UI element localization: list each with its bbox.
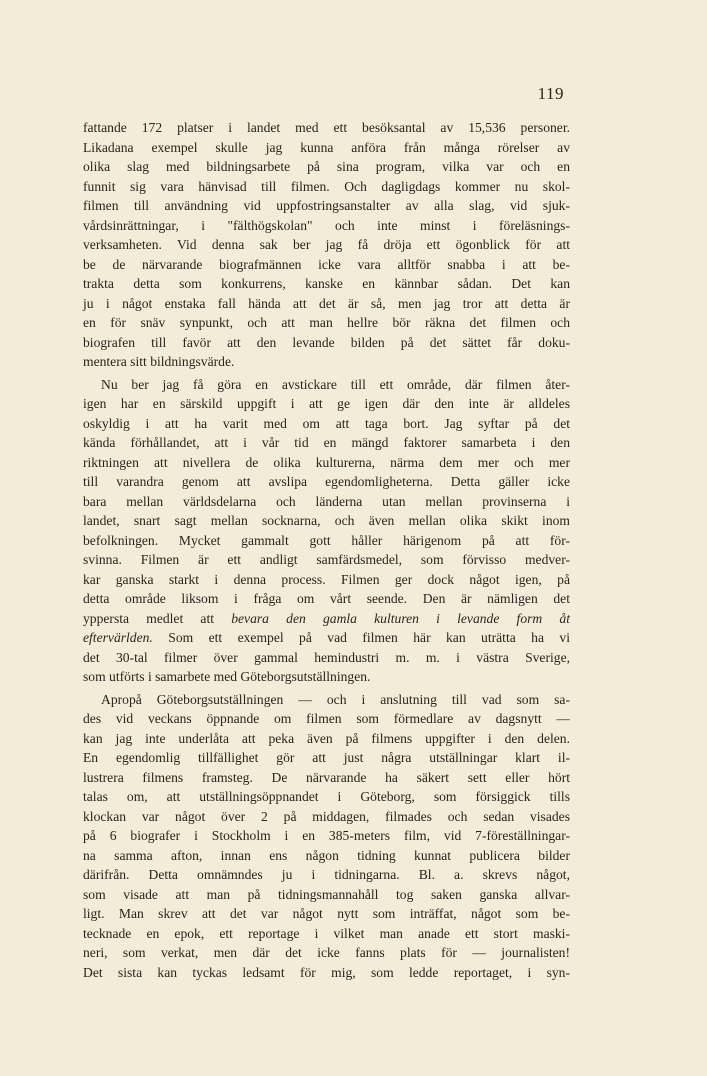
text-line: Det sista kan tyckas ledsamt för mig, som ledde reportaget, i syn- [83,964,570,980]
text-line: igen har en särskild uppgift i att ge igen där den inte är alldeles [83,396,570,411]
text-line: be de närvarande biografmännen icke vara alltför snabba i att be- [83,256,570,272]
text-run: Som ett exempel på vad filmen här kan uträtta ha vi [168,630,570,645]
text-line: därifrån. Detta omnämndes ju i tidningarna. Bl. a. skrevs något, [83,867,570,882]
text-line: Likadana exempel skulle jag kunna anföra från många rörelser av [83,139,570,155]
text-line: filmen till användning vid uppfostringsanstalter av alla slag, vid sjuk- [83,198,570,213]
text-line: till varandra genom att avslipa egendomligheterna. Detta gäller icke [83,474,570,489]
page-number: 119 [537,84,564,103]
text-line: kända förhållandet, att i vår tid en mängd faktorer samarbeta i den [83,435,570,450]
text-line: svinna. Filmen är ett andligt samfärdsmedel, som förvisso medver- [83,552,570,567]
text-line: mentera sitt bildningsvärde. [83,354,235,369]
text-line: det 30-tal filmer över gammal hemindustri m. m. i västra Sverige, [83,649,570,665]
text-line: tecknade en epok, ett reportage i vilket man anade ett stort maski- [83,925,570,941]
text-line: kar ganska starkt i denna process. Filmen ger dock något igen, på [83,571,570,587]
text-line: ju i något enstaka fall hända att det är så, men jag tror att detta är [83,295,570,311]
text-line: på 6 biografer i Stockholm i en 385-meters film, vid 7-föreställningar- [83,828,570,843]
text-line: Nu ber jag få göra en avstickare till ett område, där filmen åter- [101,376,570,392]
text-run: yppersta medlet att [83,610,215,626]
text-line: talas om, att utställningsöppnandet i Göteborg, som försiggick tills [83,789,570,804]
text-line: en för snäv synpunkt, och att man hellre bör räkna det filmen och [83,315,570,330]
body-text [83,118,570,982]
text-line: detta område liksom i fråga om vårt seende. Den är nämligen det [83,591,570,606]
text-line: befolkningen. Mycket gammalt gott håller härigenom på att för- [83,532,570,548]
text-line: ligt. Man skrev att det var något nytt som inträffat, något som be- [83,906,570,921]
text-line: klockan var något över 2 på middagen, filmades och sedan visades [83,808,570,824]
text-line: neri, som verkat, men där det icke fanns plats för — journalisten! [83,945,570,960]
italic-phrase: eftervärlden. [83,630,153,645]
text-line: olika slag med bildningsarbete på sina program, vilka var och en [83,159,570,174]
italic-phrase: bevara den gamla kulturen i levande form åt [231,610,570,626]
text-line: biografen till favör att den levande bilden på det sättet får doku- [83,334,570,350]
text-line [83,609,570,629]
text-line: oskyldig i att ha varit med om att taga bort. Jag syftar på det [83,415,570,431]
text-line: kan jag inte underlåta att peka även på filmens uppgifter i den delen. [83,730,570,746]
text-line: Apropå Göteborgsutställningen — och i anslutning till vad som sa- [101,691,570,707]
text-line: som visade att man på tidningsmannahåll tog saken ganska allvar- [83,886,570,902]
text-line: verksamheten. Vid denna sak ber jag få dröja ett ögonblick för att [83,237,570,252]
text-line: na samma afton, innan ens någon tidning kunnat publicera bilder [83,847,570,863]
text-line: funnit sig vara hänvisad till filmen. Och dagligdags kommer nu skol- [83,178,570,194]
text-line [83,628,570,648]
text-line: landet, snart sagt mellan socknarna, och även mellan olika skikt inom [83,513,570,528]
text-line: vårdsinrättningar, i "fälthögskolan" och inte minst i föreläsnings- [83,217,570,233]
text-line: som utförts i samarbete med Göteborgsutställningen. [83,669,371,684]
text-line: En egendomlig tillfällighet gör att just några utställningar klart il- [83,750,570,765]
text-line: trakta detta som konkurrens, kanske en kännbar sådan. Det kan [83,276,570,291]
text-line: fattande 172 platser i landet med ett besöksantal av 15,536 personer. [83,120,570,135]
text-line: des vid veckans öppnande om filmen som förmedlare av dagsnytt — [83,711,570,726]
text-line: bara mellan världsdelarna och länderna utan mellan provinserna i [83,493,570,509]
text-line: riktningen att nivellera de olika kulturerna, närma dem mer och mer [83,454,570,470]
text-line: lustrera filmens framsteg. De närvarande ha säkert sett eller hört [83,769,570,785]
